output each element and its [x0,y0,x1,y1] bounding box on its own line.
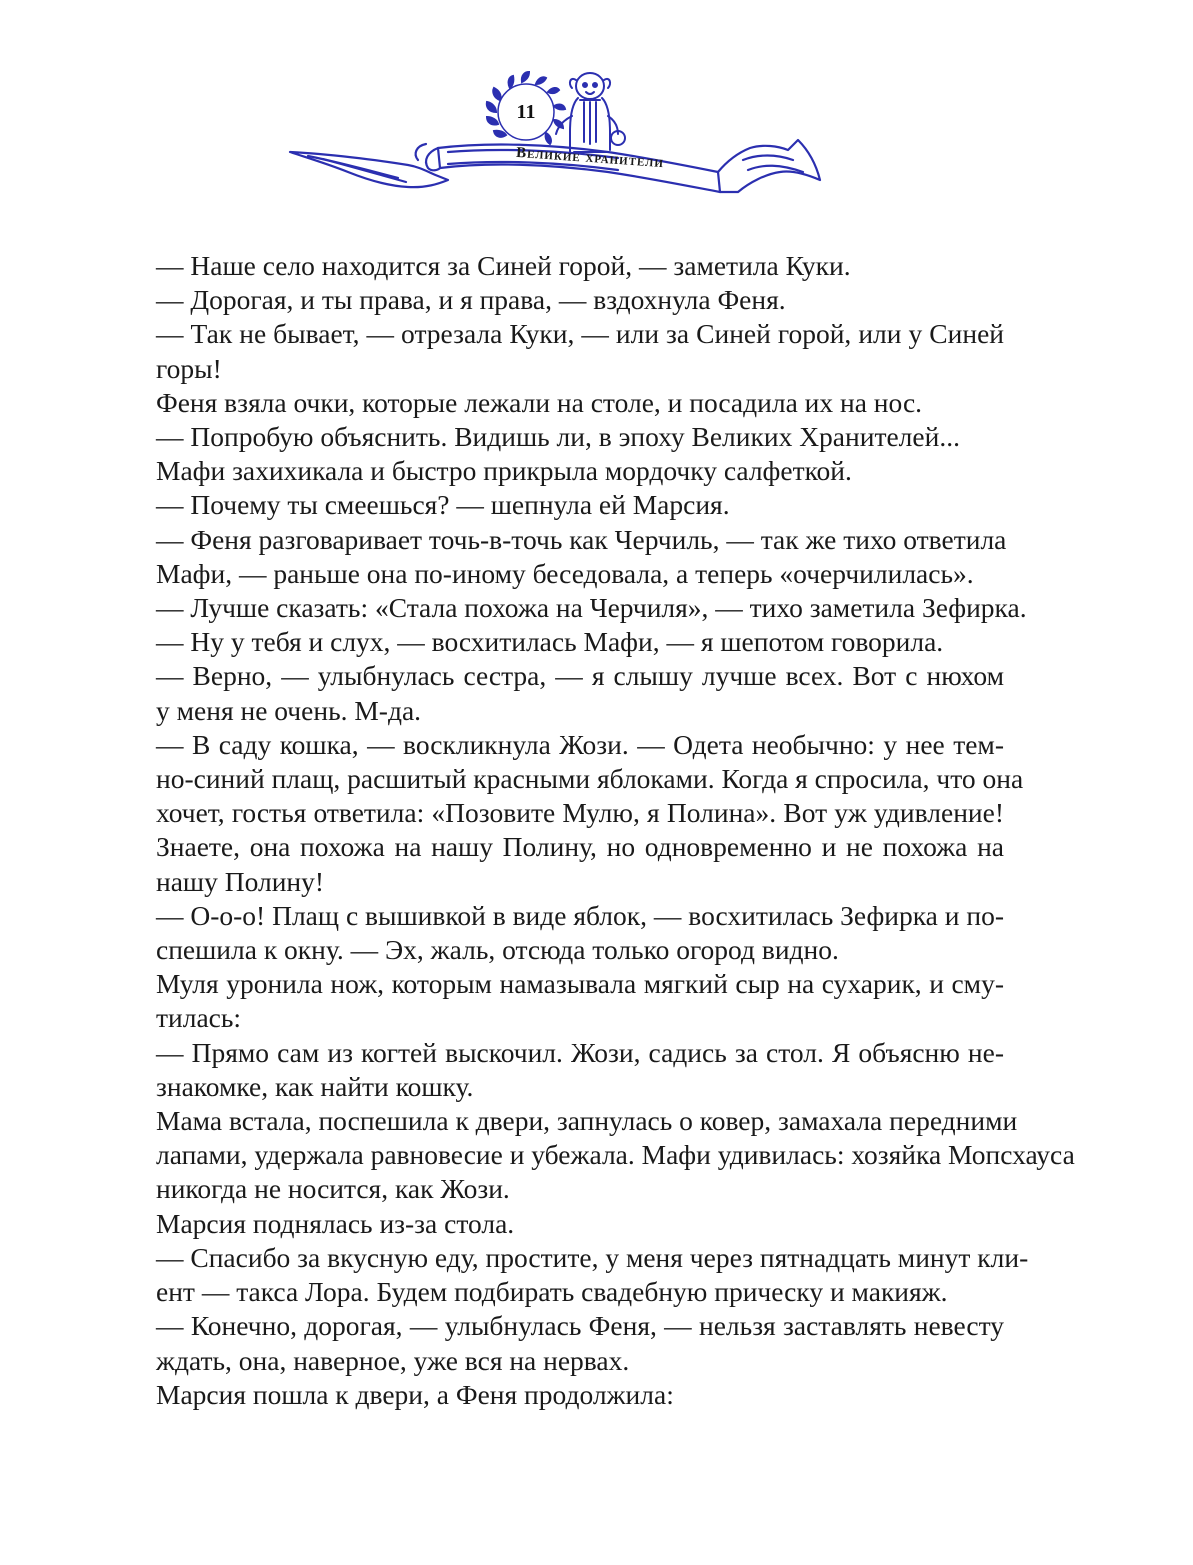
chapter-title: Великие хранители [515,144,665,172]
text-line: у меня не очень. М-да. [156,694,422,726]
text-line: Мама встала, поспешила к двери, запнулась о ковер, замахала передними [156,1105,1018,1137]
text-line: Марсия поднялась из-за стола. [156,1207,515,1239]
text-line: — Попробую объяснить. Видишь ли, в эпоху Великих Хранителей... [156,421,960,453]
text-line: ент — такса Лора. Будем подбирать свадебную прическу и макияж. [156,1276,948,1308]
chapter-header-ornament [288,60,822,200]
text-line: — Почему ты смеешься? — шепнула ей Марсия. [156,489,730,521]
text-line: горы! [156,352,222,384]
text-line: — Конечно, дорогая, — улыбнулась Феня, — нельзя заставлять невесту [156,1310,1004,1342]
text-line: Знаете, она похожа на нашу Полину, но одновременно и не похожа на [156,831,1004,863]
text-line: Мафи захихикала и быстро прикрыла мордочку салфеткой. [156,455,852,487]
text-line: нашу Полину! [156,865,325,897]
text-line: Муля уронила нож, которым намазывала мягкий сыр на сухарик, и сму- [156,968,1004,1000]
text-line: тилась: [156,1002,242,1034]
body-text [156,249,1075,1412]
text-line: — Дорогая, и ты права, и я права, — вздохнула Феня. [156,284,786,316]
text-line: но-синий плащ, расшитый красными яблоками. Когда я спросила, что она [156,763,1024,795]
text-line: — Прямо сам из когтей выскочил. Жози, садись за стол. Я объясню не- [156,1036,1004,1068]
text-line: — О-о-о! Плащ с вышивкой в виде яблок, — восхитилась Зефирка и по- [156,899,1004,931]
text-line: — Лучше сказать: «Стала похожа на Черчиля», — тихо заметила Зефирка. [156,592,1027,624]
text-line: — В саду кошка, — воскликнула Жози. — Одета необычно: у нее тем- [156,728,1004,760]
text-line: — Так не бывает, — отрезала Куки, — или за Синей горой, или у Синей [156,318,1004,350]
ribbon-wreath-pug-icon [288,60,822,200]
text-line: — Спасибо за вкусную еду, простите, у меня через пятнадцать минут кли- [156,1241,1029,1273]
text-line: — Наше село находится за Синей горой, — заметила Куки. [156,250,851,281]
text-line: — Феня разговаривает точь-в-точь как Черчиль, — так же тихо ответила [156,523,1007,555]
text-line: хочет, гостья ответила: «Позовите Мулю, я Полина». Вот уж удивление! [156,797,1004,829]
text-line: Феня взяла очки, которые лежали на столе, и посадила их на нос. [156,386,923,418]
text-line: — Ну у тебя и слух, — восхитилась Мафи, — я шепотом говорила. [156,626,944,658]
text-line: — Верно, — улыбнулась сестра, — я слышу лучше всех. Вот с нюхом [156,660,1004,692]
page-number: 11 [516,101,536,123]
text-line: Марсия пошла к двери, а Феня продолжила: [156,1378,674,1410]
text-line: знакомке, как найти кошку. [156,1070,474,1102]
text-line: ждать, она, наверное, уже вся на нервах. [156,1344,630,1376]
text-line: лапами, удержала равновесие и убежала. Мафи удивилась: хозяйка Мопсхауса [156,1139,1075,1171]
text-line: никогда не носится, как Жози. [156,1173,510,1205]
text-line: Мафи, — раньше она по-иному беседовала, а теперь «очерчилилась». [156,557,974,589]
text-line: спешила к окну. — Эх, жаль, отсюда только огород видно. [156,934,839,966]
